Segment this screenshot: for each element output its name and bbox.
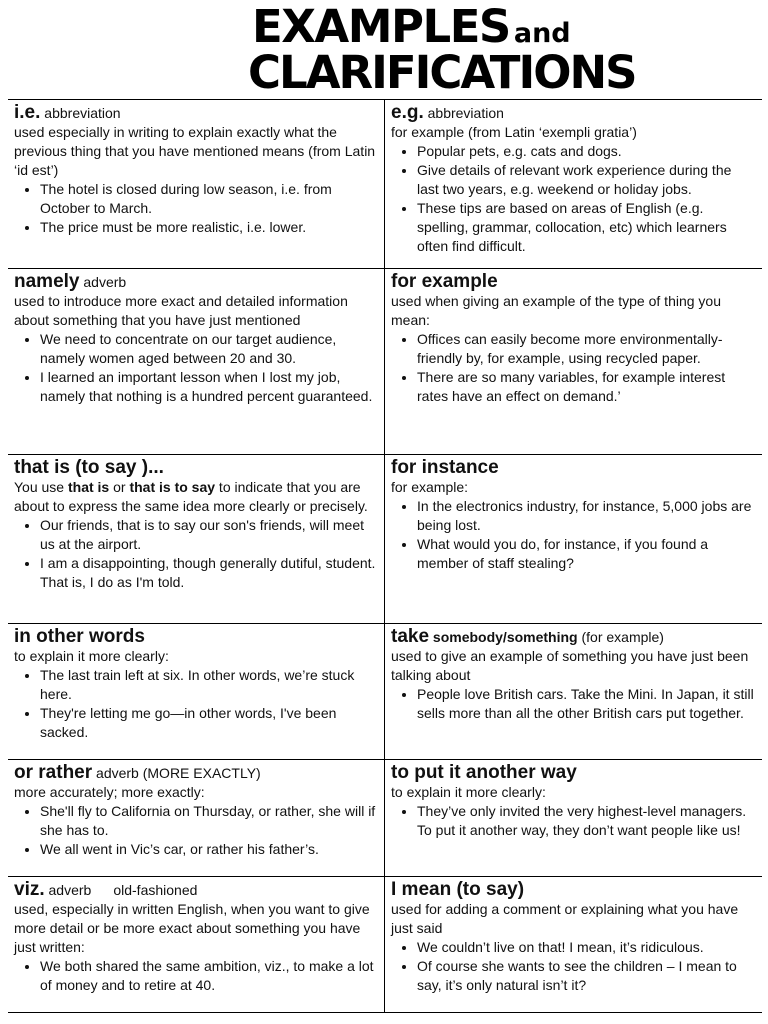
entry-namely xyxy=(8,269,385,454)
title-line-1 xyxy=(252,0,571,53)
example-item: • Of course she wants to see the children – I mean to say, it’s only natural isn’t it? xyxy=(417,957,756,995)
example-list xyxy=(14,330,378,406)
entry-heading xyxy=(391,458,756,478)
entry-term: or rather xyxy=(14,762,93,783)
entry-pos: adverb xyxy=(48,882,92,898)
definition-emphasis: that is to say xyxy=(129,479,216,495)
entry-term-object: somebody/something xyxy=(432,629,578,645)
example-item: • She'll fly to California on Thursday, or rather, she will if she has to. xyxy=(40,802,378,840)
title-line-2: CLARIFICATIONS xyxy=(248,46,636,99)
example-item: • These tips are based on areas of English (e.g. spelling, grammar, collocation, etc) which learners often find difficult. xyxy=(417,199,756,256)
entry-definition: to explain it more clearly: xyxy=(14,648,169,664)
grid-row xyxy=(8,100,762,269)
entry-definition: used, especially in written English, when you want to give more detail or be more exact about something you have just written: xyxy=(14,901,370,955)
example-list xyxy=(14,802,378,859)
entry-in-other-words xyxy=(8,624,385,759)
entry-to-put-it-another-way xyxy=(385,760,762,876)
example-list xyxy=(391,802,756,840)
entry-ie xyxy=(8,100,385,268)
entry-heading xyxy=(14,627,378,647)
entry-definition xyxy=(14,478,378,516)
entry-i-mean xyxy=(385,877,762,1012)
example-list xyxy=(391,142,756,256)
entry-heading xyxy=(14,880,378,900)
entry-definition: used to give an example of something you have just been talking about xyxy=(391,648,749,683)
entry-heading xyxy=(391,627,756,647)
entry-viz xyxy=(8,877,385,1012)
entry-term: e.g. xyxy=(391,102,424,123)
entry-definition: used especially in writing to explain exactly what the previous thing that you have mentioned means (from Latin ‘id est’) xyxy=(14,124,376,178)
example-list xyxy=(391,938,756,995)
entry-for-example xyxy=(385,269,762,454)
example-item: • What would you do, for instance, if you found a member of staff stealing? xyxy=(417,535,756,573)
example-item: • Popular pets, e.g. cats and dogs. xyxy=(417,142,756,161)
example-list xyxy=(14,666,378,742)
entry-term: in other words xyxy=(14,626,145,647)
entry-definition: used when giving an example of the type of thing you mean: xyxy=(391,293,721,328)
example-item: • In the electronics industry, for instance, 5,000 jobs are being lost. xyxy=(417,497,756,535)
entry-pos: adverb (MORE EXACTLY) xyxy=(96,765,261,781)
example-item: • The last train left at six. In other words, we’re stuck here. xyxy=(40,666,378,704)
example-list xyxy=(14,957,378,995)
entry-term: that is (to say )... xyxy=(14,457,164,478)
entry-term: take xyxy=(391,626,430,647)
example-list xyxy=(391,685,756,723)
entries-grid xyxy=(8,99,762,1013)
example-list xyxy=(391,330,756,406)
definition-text: You use xyxy=(14,479,68,495)
entry-heading xyxy=(14,458,378,478)
example-item: • Give details of relevant work experience during the last two years, e.g. weekend or holiday jobs. xyxy=(417,161,756,199)
entry-term: to put it another way xyxy=(391,762,577,783)
title-examples: EXAMPLES xyxy=(252,0,510,53)
entry-definition: used for adding a comment or explaining what you have just said xyxy=(391,901,739,936)
example-list xyxy=(14,180,378,237)
entry-heading xyxy=(391,272,756,292)
example-item: • We all went in Vic’s car, or rather his father’s. xyxy=(40,840,378,859)
example-item: • Our friends, that is to say our son's friends, will meet us at the airport. xyxy=(40,516,378,554)
definition-text: to indicate that you are about to express the same idea more clearly or precisely. xyxy=(14,479,368,514)
entry-heading xyxy=(391,880,756,900)
entry-definition: for example: xyxy=(391,479,469,495)
entry-eg xyxy=(385,100,762,268)
example-item: • They’ve only invited the very highest-level managers. To put it another way, they don’t want people like us! xyxy=(417,802,756,840)
entry-or-rather xyxy=(8,760,385,876)
entry-pos: (for example) xyxy=(581,629,664,645)
entry-heading xyxy=(14,272,378,292)
example-list xyxy=(14,516,378,592)
entry-pos: abbreviation xyxy=(427,105,504,121)
example-item: • I am a disappointing, though generally dutiful, student. That is, I do as I'm told. xyxy=(40,554,378,592)
example-item: • People love British cars. Take the Mini. In Japan, it still sells more than all the other British cars put together. xyxy=(417,685,756,723)
entry-heading xyxy=(391,103,756,123)
entry-definition: for example (from Latin ‘exempli gratia’) xyxy=(391,124,637,140)
example-item: • We couldn’t live on that! I mean, it’s ridiculous. xyxy=(417,938,756,957)
example-item: • The price must be more realistic, i.e. lower. xyxy=(40,218,378,237)
entry-term: namely xyxy=(14,271,80,292)
entry-pos: abbreviation xyxy=(44,105,121,121)
entry-heading xyxy=(14,763,378,783)
example-item: • The hotel is closed during low season, i.e. from October to March. xyxy=(40,180,378,218)
definition-text: or xyxy=(109,479,130,495)
entry-heading xyxy=(14,103,378,123)
title-and: and xyxy=(513,18,571,49)
entry-term: for instance xyxy=(391,457,499,478)
example-item: • They're letting me go—in other words, I've been sacked. xyxy=(40,704,378,742)
example-item: • We both shared the same ambition, viz., to make a lot of money and to retire at 40. xyxy=(40,957,378,995)
entry-pos: adverb xyxy=(83,274,127,290)
entry-take xyxy=(385,624,762,759)
entry-term: i.e. xyxy=(14,102,41,123)
example-item: • I learned an important lesson when I lost my job, namely that nothing is a hundred percent guaranteed. xyxy=(40,368,378,406)
entry-term: for example xyxy=(391,271,498,292)
grid-row xyxy=(8,624,762,760)
page-title xyxy=(248,0,760,98)
definition-emphasis: that is xyxy=(67,479,110,495)
example-list xyxy=(391,497,756,573)
entry-that-is xyxy=(8,455,385,623)
example-item: • We need to concentrate on our target audience, namely women aged between 20 and 30. xyxy=(40,330,378,368)
entry-register: old-fashioned xyxy=(113,882,198,898)
entry-definition: more accurately; more exactly: xyxy=(14,784,205,800)
example-item: • There are so many variables, for example interest rates have an effect on demand.’ xyxy=(417,368,756,406)
entry-term: I mean (to say) xyxy=(391,879,525,900)
example-item: • Offices can easily become more environmentally-friendly by, for example, using recycled paper. xyxy=(417,330,756,368)
grid-row xyxy=(8,760,762,877)
grid-row xyxy=(8,269,762,455)
entry-heading xyxy=(391,763,756,783)
grid-row xyxy=(8,877,762,1013)
entry-for-instance xyxy=(385,455,762,623)
entry-term: viz. xyxy=(14,879,45,900)
grid-row xyxy=(8,455,762,624)
entry-definition: used to introduce more exact and detailed information about something that you have just mentioned xyxy=(14,293,348,328)
entry-definition: to explain it more clearly: xyxy=(391,784,546,800)
